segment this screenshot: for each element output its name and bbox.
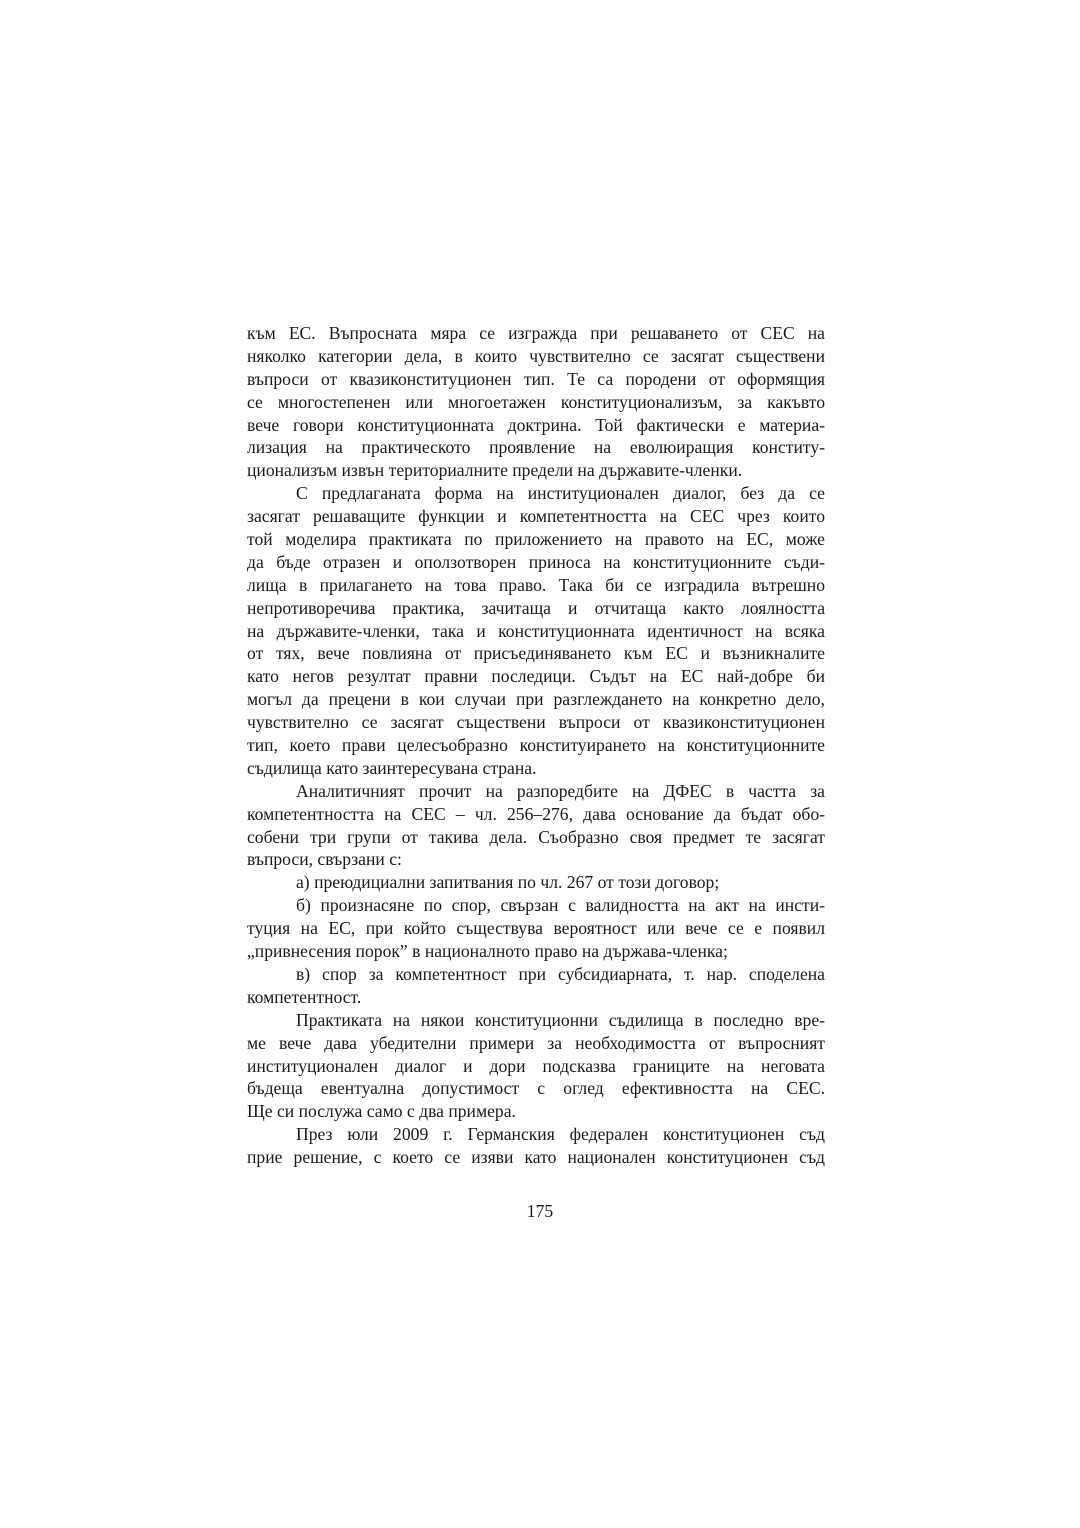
text-line: да бъде отразен и оползотворен приноса на конституционните съди- xyxy=(247,551,825,572)
paragraph-start-line: Аналитичният прочит на разпоредбите на ДФЕС в частта за xyxy=(296,780,825,801)
text-line: Ще си послужа само с два примера. xyxy=(247,1101,516,1122)
text-line: засягат решаващите функции и компетентността на СЕС чрез които xyxy=(247,506,825,527)
text-line: ме вече дава убедителни примери за необходимостта от въпросният xyxy=(247,1032,825,1053)
paragraph-start-line: През юли 2009 г. Германския федерален конституционен съд xyxy=(296,1124,825,1145)
text-line: могъл да прецени в кои случаи при разглеждането на конкретно дело, xyxy=(247,689,825,710)
text-line: няколко категории дела, в които чувствително се засягат съществени xyxy=(247,345,825,366)
text-line: се многостепенен или многоетажен конституционализъм, за какъвто xyxy=(247,391,825,412)
paragraph-start-line: Практиката на някои конституционни съдилища в последно вре- xyxy=(296,1009,825,1030)
text-line: компетентност. xyxy=(247,986,362,1007)
text-line: от тях, вече повлияна от присъединяването към ЕС и възникналите xyxy=(247,643,825,664)
list-item-c: в) спор за компетентност при субсидиарната, т. нар. споделена xyxy=(296,963,825,984)
text-line: компетентността на СЕС – чл. 256–276, дава основание да бъдат обо- xyxy=(247,803,825,824)
text-line: съдилища като заинтересувана страна. xyxy=(247,757,537,778)
text-line: вече говори конституционната доктрина. Той фактически е материа- xyxy=(247,414,825,435)
text-line: бъдеща евентуална допустимост с оглед ефективността на СЕС. xyxy=(247,1078,825,1099)
text-line: непротиворечива практика, зачитаща и отчитаща както лоялността xyxy=(247,597,825,618)
text-line: прие решение, с което се изяви като национален конституционен съд xyxy=(247,1147,825,1168)
text-line: чувствително се засягат съществени въпроси от квазиконституционен xyxy=(247,712,825,733)
list-item-a: а) преюдициални запитвания по чл. 267 от този договор; xyxy=(296,872,720,893)
text-line: въпроси от квазиконституционен тип. Те са породени от оформящия xyxy=(247,368,825,389)
text-line: ционализъм извън териториалните предели на държавите-членки. xyxy=(247,460,743,481)
text-line: лизация на практическото проявление на еволюиращия конститу- xyxy=(247,437,825,458)
paragraph-start-line: С предлаганата форма на институционален диалог, без да се xyxy=(296,483,825,504)
text-line: въпроси, свързани с: xyxy=(247,849,402,870)
page-number: 175 xyxy=(526,1201,554,1221)
text-line: към ЕС. Въпросната мяра се изгражда при решаването от СЕС на xyxy=(247,323,825,343)
text-line: институционален диалог и дори подсказва границите на неговата xyxy=(247,1055,825,1076)
text-line: лища в прилагането на това право. Така би се изградила вътрешно xyxy=(247,574,825,595)
text-line: туция на ЕС, при който съществува вероятност или вече се е появил xyxy=(247,918,825,939)
text-line: той моделира практиката по приложението на правото на ЕС, може xyxy=(247,529,825,550)
body-text xyxy=(247,322,825,1169)
text-line: като негов резултат правни последици. Съдът на ЕС най-добре би xyxy=(247,666,825,687)
text-line: на държавите-членки, така и конституционната идентичност на всяка xyxy=(247,620,825,641)
list-item-b: б) произнасяне по спор, свързан с валидността на акт на инсти- xyxy=(296,895,825,916)
text-line: „привнесения порок” в националното право на държава-членка; xyxy=(247,941,728,962)
text-line: собени три групи от такива дела. Съобразно своя предмет те засягат xyxy=(247,826,825,847)
text-line: тип, което прави целесъобразно конституирането на конституционните xyxy=(247,735,825,756)
